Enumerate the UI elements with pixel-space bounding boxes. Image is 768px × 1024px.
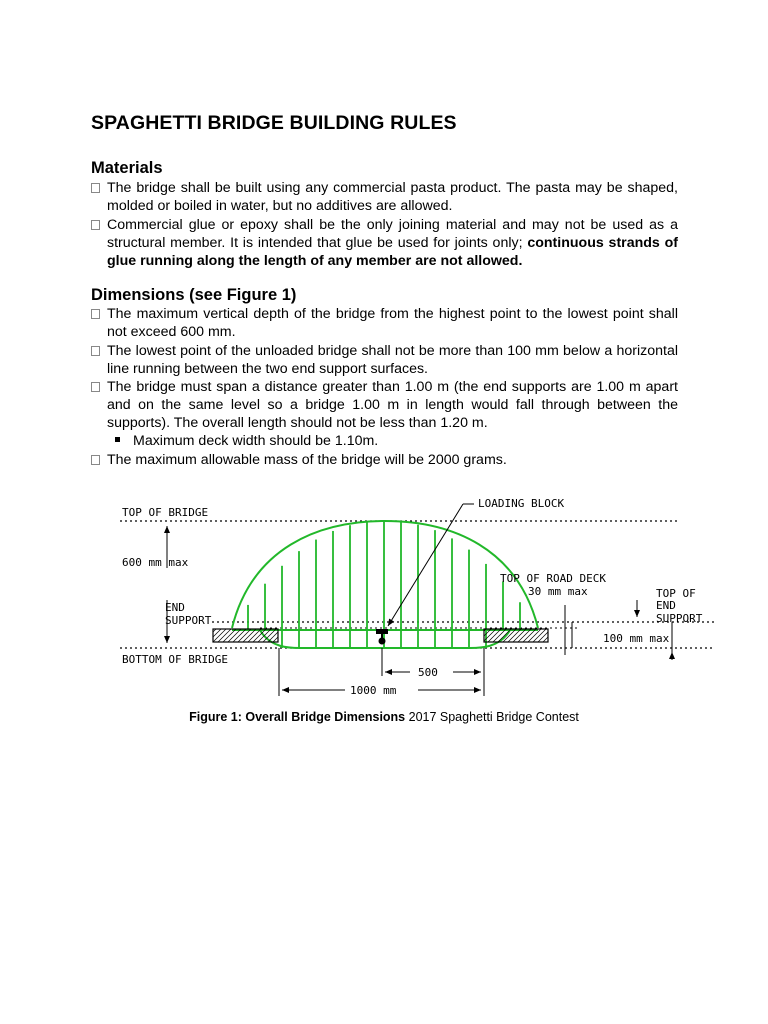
label-top-of-end: END	[656, 599, 676, 612]
dimensions-sub-item-text: Maximum deck width should be 1.10m.	[133, 433, 379, 449]
checkbox-glyph-icon	[91, 183, 100, 193]
label-top-of-bridge: TOP OF BRIDGE	[122, 506, 209, 519]
materials-item-2-text: Commercial glue or epoxy shall be the only joining material and may not be used as a structural member. It is intended that glue be used for joints only; continuous strands of glue running along the length of any member are not allowed.	[107, 217, 678, 270]
end-support-left	[213, 629, 278, 642]
checkbox-glyph-icon	[91, 455, 100, 465]
dimensions-item-1-text: The maximum vertical depth of the bridge from the highest point to the lowest point shall not exceed 600 mm.	[107, 306, 678, 341]
label-bottom-of-bridge: BOTTOM OF BRIDGE	[122, 653, 228, 666]
checkbox-glyph-icon	[91, 309, 100, 319]
label-1000: 1000 mm	[350, 684, 397, 697]
dimensions-item-1	[91, 305, 678, 341]
label-top-of: TOP OF	[656, 587, 696, 600]
label-600-max: 600 mm max	[122, 556, 189, 569]
dimensions-item-2	[91, 342, 678, 378]
dimensions-heading: Dimensions (see Figure 1)	[91, 286, 297, 304]
dimensions-sub-item	[115, 432, 378, 450]
label-top-road-deck: TOP OF ROAD DECK	[500, 572, 606, 585]
dimensions-item-3-text: The bridge must span a distance greater than 1.00 m (the end supports are 1.00 m apart and on the same level so a bridge 1.00 m in length would fall through between the supports). The overall length should not be less than 1.20 m.	[107, 379, 678, 432]
dimensions-item-4-text: The maximum allowable mass of the bridge will be 2000 grams.	[107, 452, 507, 468]
label-top-of-support: SUPPORT	[656, 612, 703, 625]
label-end: END	[165, 601, 185, 614]
checkbox-glyph-icon	[91, 382, 100, 392]
materials-item-1	[91, 179, 678, 215]
figure-caption-bold: Figure 1: Overall Bridge Dimensions	[189, 710, 406, 724]
end-support-right	[484, 629, 548, 642]
loading-block-icon	[377, 630, 387, 644]
square-bullet-icon	[115, 437, 120, 442]
materials-heading: Materials	[91, 159, 163, 177]
dimensions-item-2-text: The lowest point of the unloaded bridge shall not be more than 100 mm below a horizontal line running between the two end support surfaces.	[107, 343, 678, 378]
figure-caption	[0, 710, 768, 724]
materials-item-2	[91, 216, 678, 271]
bridge-verticals	[248, 521, 520, 648]
label-support: SUPPORT	[165, 614, 212, 627]
label-loading-block: LOADING BLOCK	[478, 497, 565, 510]
label-100-max: 100 mm max	[603, 632, 670, 645]
bridge-dimensions-figure	[0, 490, 768, 705]
page-title: SPAGHETTI BRIDGE BUILDING RULES	[91, 112, 457, 134]
dimensions-item-4	[91, 451, 678, 469]
materials-item-1-text: The bridge shall be built using any commercial pasta product. The pasta may be shaped, molded or boiled in water, but no additives are allowed.	[107, 180, 678, 215]
label-500: 500	[418, 666, 438, 679]
checkbox-glyph-icon	[91, 346, 100, 356]
dimensions-item-3	[91, 378, 678, 433]
checkbox-glyph-icon	[91, 220, 100, 230]
figure-caption-rest: 2017 Spaghetti Bridge Contest	[405, 710, 579, 724]
label-30-max: 30 mm max	[528, 585, 588, 598]
